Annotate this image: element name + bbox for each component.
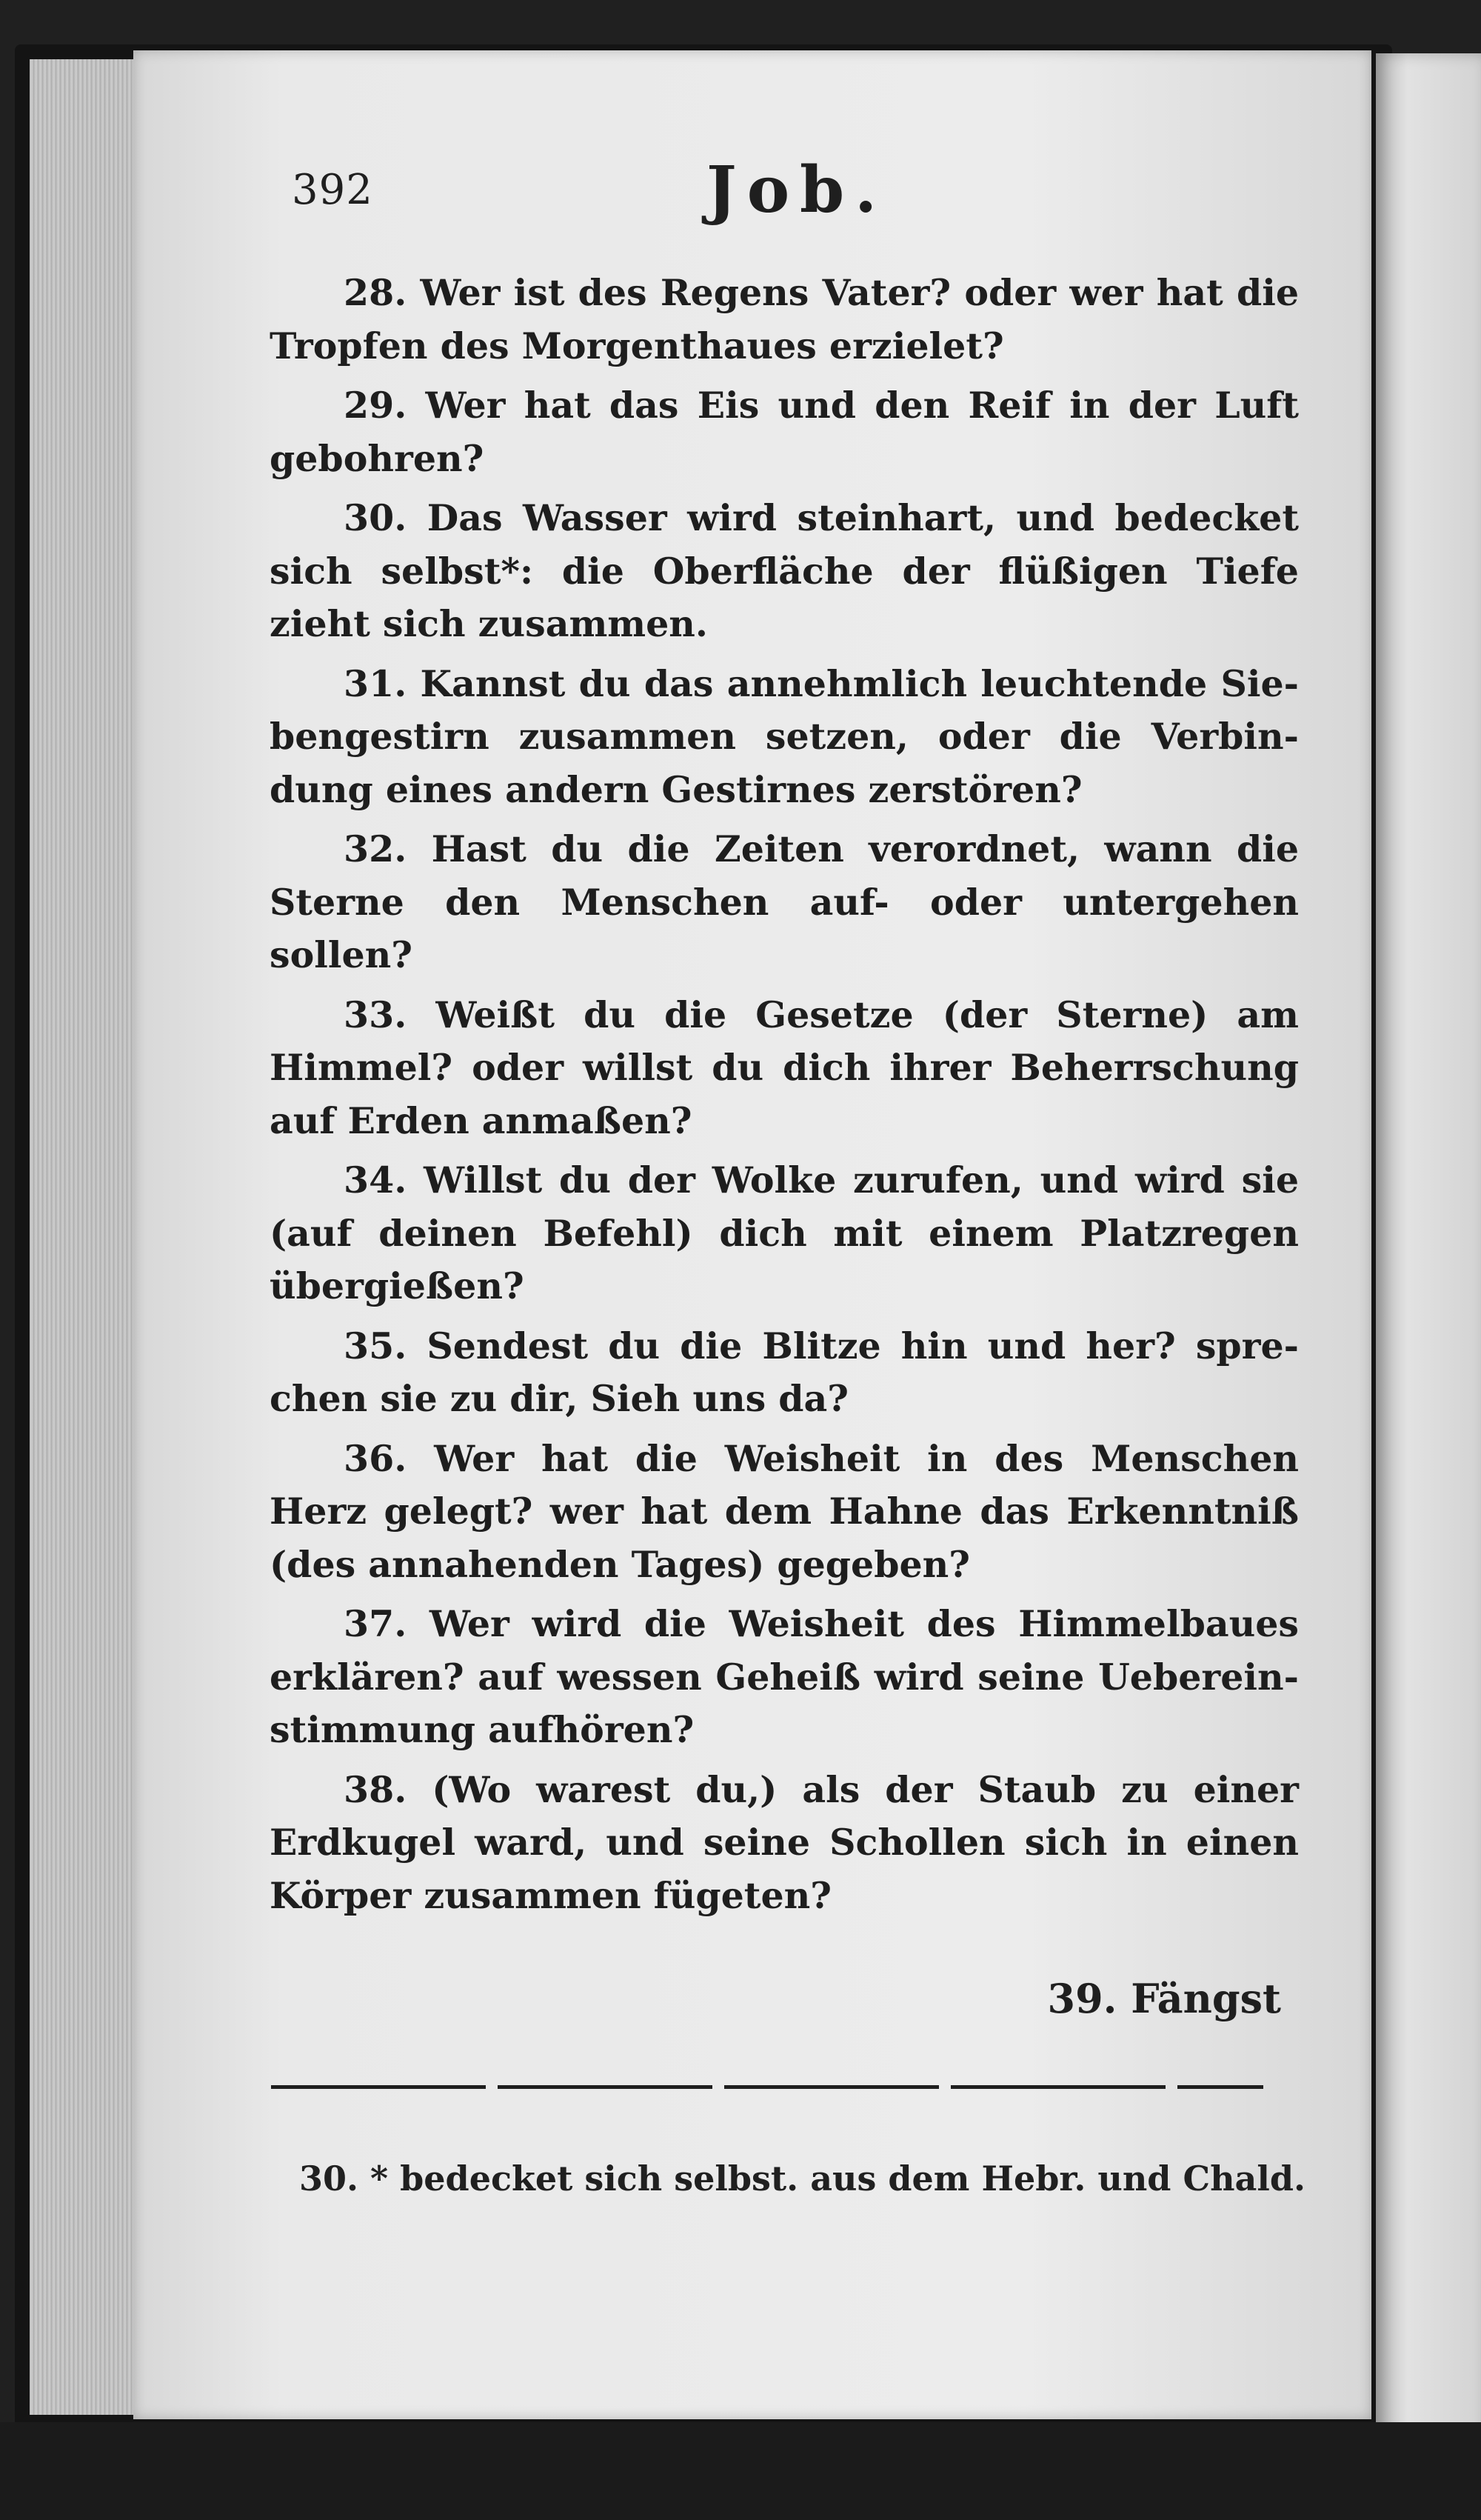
verse-37: 37. Wer wird die Weisheit des Himmelbaues erklären? auf wessen Geheiß wird seine Uebereinstimmung aufhören?	[270, 1602, 1299, 1751]
verse-36: 36. Wer hat die Weisheit in des Menschen Herz gelegt? wer hat dem Hahne das Erkenntniß (des annahenden Tages) gegeben?	[270, 1436, 1299, 1586]
verse-38: 38. (Wo warest du,) als der Staub zu einer Erdkugel ward, und seine Schollen sich in einen Körper zusammen fügeten?	[270, 1767, 1299, 1917]
verse-35: 35. Sendest du die Blitze hin und her? sprechen sie zu dir, Sieh uns da?	[270, 1324, 1299, 1420]
verse-28: 28. Wer ist des Regens Vater? oder wer hat die Tropfen des Morgenthaues erzielet?	[270, 271, 1299, 367]
verse-30: 30. Das Wasser wird steinhart, und bedecket sich selbst*: die Oberfläche der flüßigen Tiefe zieht sich zusammen.	[270, 496, 1299, 645]
verse-32: 32. Hast du die Zeiten verordnet, wann die Sterne den Menschen auf- oder untergehen sollen?	[270, 827, 1299, 976]
page-number: 392	[292, 166, 373, 214]
adjacent-page-edge	[1376, 53, 1481, 2453]
page-header	[292, 153, 1291, 227]
footnote-rule	[271, 2085, 1263, 2089]
running-head: Job.	[706, 153, 888, 227]
page-edges	[30, 59, 142, 2415]
footnote: 30. * bedecket sich selbst. aus dem Hebr. und Chald.	[299, 2159, 1306, 2199]
verse-list	[270, 267, 1299, 1929]
verse-29: 29. Wer hat das Eis und den Reif in der Luft gebohren?	[270, 384, 1299, 480]
verse-33: 33. Weißt du die Gesetze (der Sterne) am Himmel? oder willst du dich ihrer Beherrschung auf Erden anmaßen?	[270, 993, 1299, 1142]
bottom-shadow	[0, 2422, 1481, 2520]
catchword: 39. Fängst	[1047, 1975, 1281, 2022]
verse-34: 34. Willst du der Wolke zurufen, und wird sie (auf deinen Befehl) dich mit einem Platzregen übergießen?	[270, 1159, 1299, 1307]
verse-31: 31. Kannst du das annehmlich leuchtende Siebengestirn zusammen setzen, oder die Verbindung eines andern Gestirnes zerstören?	[270, 661, 1299, 811]
